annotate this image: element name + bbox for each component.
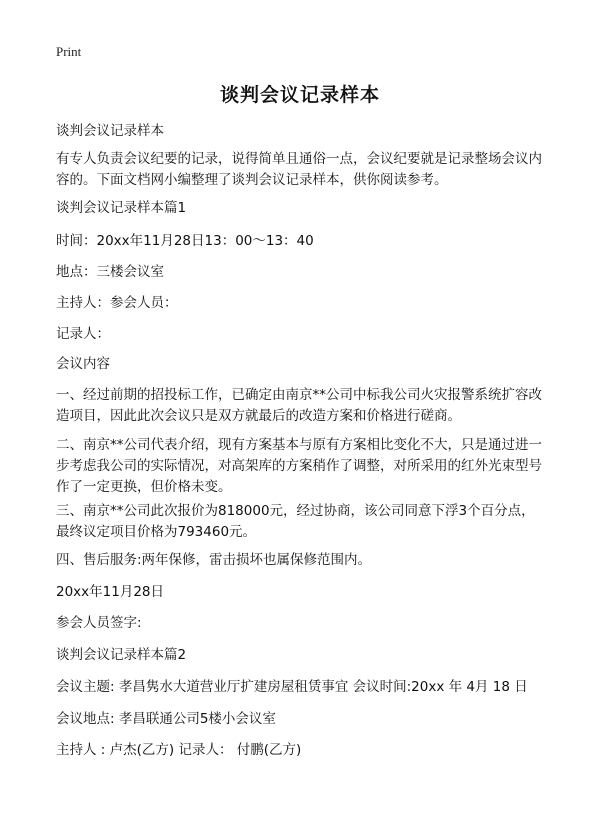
intro-paragraph: 有专人负责会议纪要的记录，说得简单且通俗一点，会议纪要就是记录整场会议内容的。下面文档网小编整理了谈判会议记录样本，供你阅读参考。 [56, 151, 542, 188]
page-title: 谈判会议记录样本 [219, 84, 380, 106]
sample1-heading: 谈判会议记录样本篇1 [56, 200, 187, 216]
meeting-topic: 会议主题: 孝昌隽水大道营业厅扩建房屋租赁事宜 会议时间:20xx 年 4月 18 日 [56, 679, 528, 695]
print-link[interactable]: Print [56, 44, 82, 59]
meeting-time: 时间：20xx年11月28日13：00～13：40 [56, 233, 314, 249]
document-subtitle: 谈判会议记录样本 [56, 123, 164, 139]
content-item-3: 三、南京**公司此次报价为818000元，经过协商，该公司同意下浮3个百分点，最终议定项目价格为793460元。 [56, 503, 535, 540]
sample2-heading: 谈判会议记录样本篇2 [56, 647, 187, 663]
content-item-2: 二、南京**公司代表介绍，现有方案基本与原有方案相比变化不大，只是通过进一步考虑我公司的实际情况，对高架库的方案稍作了调整，对所采用的红外光束型号作了一定更换，但价格未变。 [56, 437, 542, 495]
meeting2-place: 会议地点: 孝昌联通公司5楼小会议室 [56, 711, 276, 727]
attendee-signatures: 参会人员签字: [56, 615, 142, 631]
content-item-1: 一、经过前期的招投标工作，已确定由南京**公司中标我公司火灾报警系统扩容改造项目，因此此次会议只是双方就最后的改造方案和价格进行磋商。 [56, 387, 542, 424]
meeting-host: 主持人：参会人员： [56, 295, 178, 311]
content-heading: 会议内容 [56, 356, 110, 372]
content-item-4: 四、售后服务:两年保修，雷击损坏也属保修范围内。 [56, 552, 372, 568]
meeting2-host: 主持人 : 卢杰(乙方) 记录人： 付鹏(乙方) [56, 742, 302, 758]
record-date: 20xx年11月28日 [56, 584, 165, 600]
meeting-recorder: 记录人： [56, 326, 110, 342]
meeting-place: 地点：三楼会议室 [56, 264, 164, 280]
